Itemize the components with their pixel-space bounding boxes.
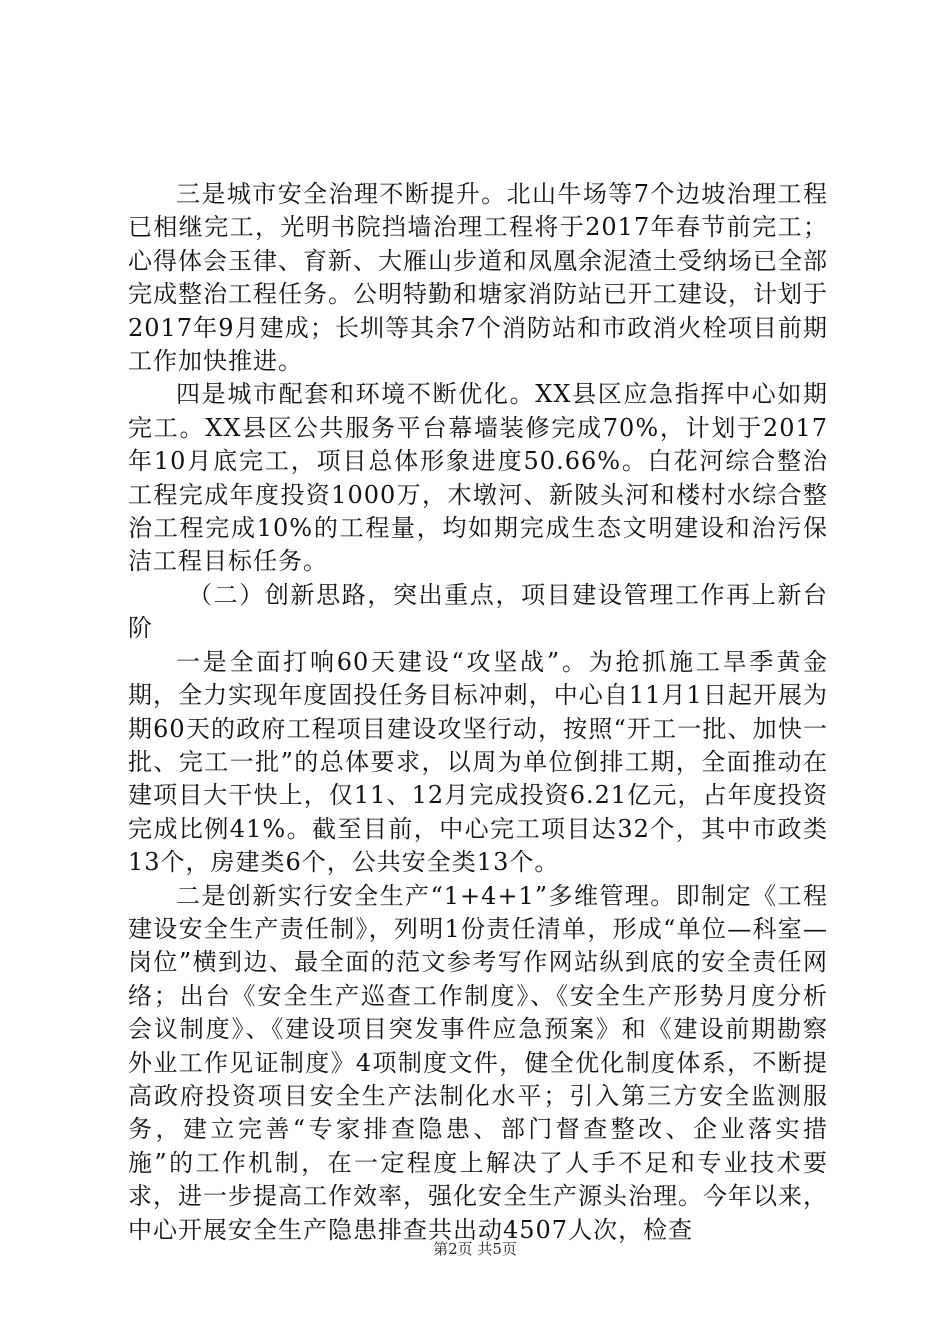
paragraph-60-day-campaign: 一是全面打响60天建设“攻坚战”。为抢抓施工旱季黄金期，全力实现年度固投任务目标冲刺，中心自11月1日起开展为期60天的政府工程项目建设攻坚行动，按照“开工一批、加快一批、完工一批”的总体要求，以周为单位倒排工期，全面推动在建项目大干快上，仅11、12月完成投资6.21亿元，占年度投资完成比例41%。截至目前，中心完工项目达32个，其中市政类13个，房建类6个，公共安全类13个。	[128, 647, 828, 877]
page-number-footer: 第2页 共5页	[433, 1240, 517, 1258]
paragraph-safety-management: 二是创新实行安全生产“1+4+1”多维管理。即制定《工程建设安全生产责任制》，列明1份责任清单，形成“单位—科室—岗位”横到边、最全面的范文参考写作网站纵到底的安全责任网络；出台《安全生产巡查工作制度》、《安全生产形势月度分析会议制度》、《建设项目突发事件应急预案》和《建设前期勘察外业工作见证制度》4项制度文件，健全优化制度体系，不断提高政府投资项目安全生产法制化水平；引入第三方安全监测服务，建立完善“专家排查隐患、部门督查整改、企业落实措施”的工作机制，在一定程度上解决了人手不足和专业技术要求，进一步提高工作效率，强化安全生产源头治理。今年以来，中心开展安全生产隐患排查共出动4507人次，检查	[128, 881, 828, 1244]
paragraph-city-environment: 四是城市配套和环境不断优化。XX县区应急指挥中心如期完工。XX县区公共服务平台幕墙装修完成70%，计划于2017年10月底完工，项目总体形象进度50.66%。白花河综合整治工程完成年度投资1000万，木墩河、新陂头河和楼村水综合整治工程完成10%的工程量，均如期完成生态文明建设和治污保洁工程目标任务。	[128, 380, 828, 576]
document-body	[128, 178, 828, 1247]
paragraph-city-safety: 三是城市安全治理不断提升。北山牛场等7个边坡治理工程已相继完工，光明书院挡墙治理工程将于2017年春节前完工；心得体会玉律、育新、大雁山步道和凤凰余泥渣土受纳场已全部完成整治工程任务。公明特勤和塘家消防站已开工建设，计划于2017年9月建成；长圳等其余7个消防站和市政消火栓项目前期工作加快推进。	[128, 180, 828, 376]
section-heading-2: （二）创新思路，突出重点，项目建设管理工作再上新台阶	[128, 580, 828, 643]
